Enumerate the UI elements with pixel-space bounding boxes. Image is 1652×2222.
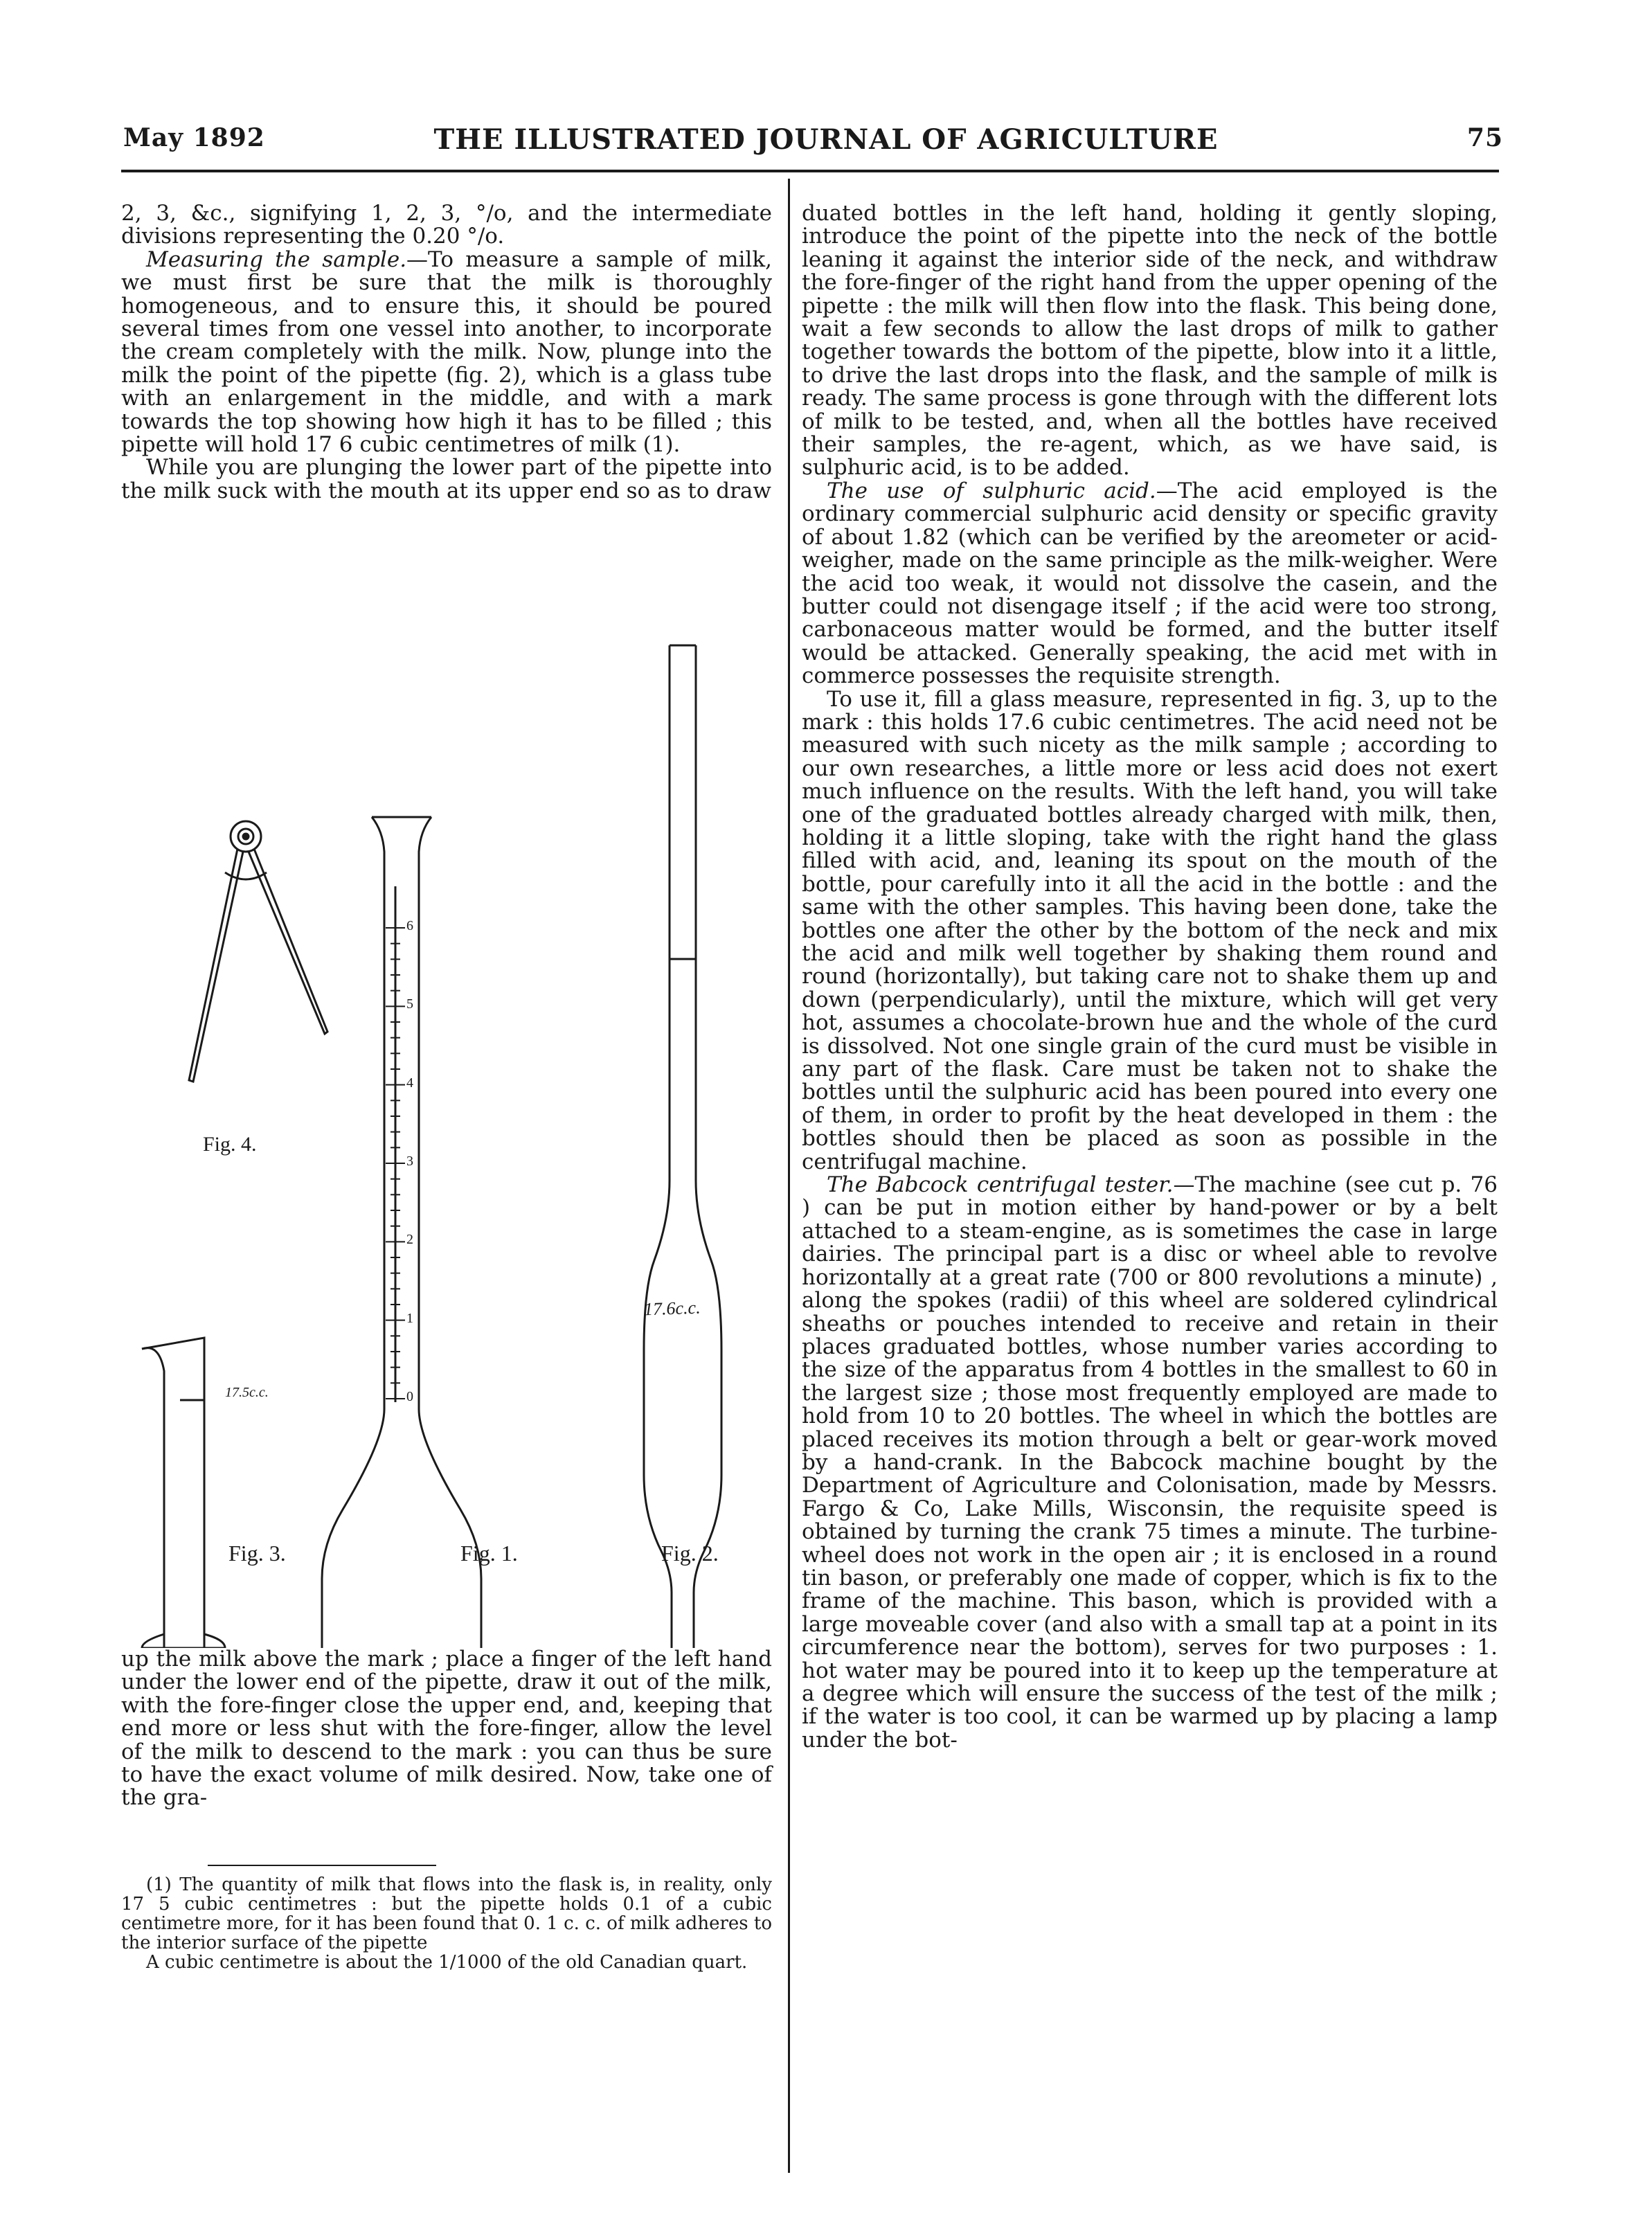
fig1-scale-number: 5 xyxy=(406,996,413,1012)
paragraph: up the milk above the mark ; place a finger of the left hand under the lower end of the pipette, draw it out of the milk, with the fore-finger close the upper end, and, keeping that end more or less shut with the fore-finger, allow the level of the milk to descend to the mark : you can thus be sure to have the exact volume of milk desired. Now, take one of the gra- xyxy=(121,1647,772,1811)
fig4-dividers-drawing xyxy=(189,821,327,1082)
fig3-mark-label: 17.5c.c. xyxy=(225,1385,269,1400)
fig3-glass-measure-drawing xyxy=(142,1338,225,1648)
column-divider xyxy=(788,179,790,2173)
paragraph: To use it, fill a glass measure, represented in fig. 3, up to the mark : this holds 17.6 cubic centimetres. The acid need not be measured with such nicety as the milk sample ; according to our own researches, a little more or less acid does not exert much influence on the results. With the left hand, you will take one of the graduated bottles already charged with milk, then, holding it a little sloping, take with the right hand the glass filled with acid, and, leaning its spout on the mouth of the bottle, pour carefully into it all the acid in the bottle : and the same with the other samples. This having been done, take the bottles one after the other by the bottom of the neck and mix the acid and milk well together by shaking them round and round (horizontally), but taking care not to shake them up and down (perpendicularly), until the mixture, which will get very hot, assumes a chocolate-brown hue and the whole of the curd is dissolved. Not one single grain of the curd must be visible in any part of the flask. Care must be taken not to shake the bottles until the sulphuric acid has been poured into every one of them, in order to profit by the heat developed in them : the bottles should then be placed as soon as possible in the centrifugal machine. xyxy=(802,686,1498,1174)
fig1-graduated-bottle-drawing xyxy=(322,817,481,1648)
fig1-label: Fig. 1. xyxy=(460,1541,518,1566)
paragraph-body: —The acid employed is the ordinary commercial sulphuric acid density or specific gravity of about 1.82 (which can be verified by the areometer or acid-weigher, made on the same principle as the milk-weigher. Were the acid too weak, it would not dissolve the casein, and the butter could not disengage itself ; if the acid were too strong, carbonaceous matter would be formed, and the butter itself would be attacked. Generally speaking, the acid met with in commerce possesses the requisite strength. xyxy=(802,478,1498,689)
paragraph-body: —To measure a sample of milk, we must first be sure that the milk is thoroughly homogeneous, and to ensure this, it should be poured several times from one vessel into another, to incorporate the cream completely with the milk. Now, plunge into the milk the point of the pipette (fig. 2), which is a glass tube with an enlargement in the middle, and with a mark towards the top showing how high it has to be filled ; this pipette will hold 17 6 cubic centimetres of milk (1). xyxy=(121,247,772,458)
header-page-number: 75 xyxy=(1466,123,1503,152)
paragraph-body: —The machine (see cut p. 76 ) can be put in motion either by hand-power or by a belt attached to a steam-engine, as is sometimes the case in large dairies. The principal part is a disc or wheel able to revolve horizontally at a great rate (700 or 800 revolutions a minute) , along the spokes (radii) of this wheel are soldered cylindrical sheaths or pouches intended to receive and retain in their places graduated bottles, whose number varies according to the size of the apparatus from 4 bottles in the smallest to 60 in the largest size ; those most frequently employed are made to hold from 10 to 20 bottles. The wheel in which the bottles are placed receives its motion through a belt or gear-work moved by a hand-crank. In the Babcock machine bought by the Department of Agriculture and Colonisation, made by Messrs. Fargo & Co, Lake Mills, Wisconsin, the requisite speed is obtained by turning the crank 75 times a minute. The turbine-wheel does not work in the open air ; it is enclosed in a round tin bason, or preferably one made of copper, which is fix to the frame of the machine. This bason, which is provided with a large moveable cover (and also with a small tap at a point in its circumference near the bottom), serves for two purposes : 1. hot water may be poured into it to keep up the temperature at a degree which will ensure the success of the test of the milk ; if the water is too cool, it can be warmed up by placing a lamp under the bot- xyxy=(802,1172,1498,1753)
fig3-label: Fig. 3. xyxy=(228,1541,286,1566)
header-rule xyxy=(121,170,1499,172)
fig1-scale-number: 2 xyxy=(406,1232,413,1248)
fig2-pipette-drawing xyxy=(644,645,721,1648)
footnote xyxy=(121,1875,772,1972)
fig2-mark-label: 17.6c.c. xyxy=(643,1297,701,1320)
footnote-2: A cubic centimetre is about the 1/1000 of the old Canadian quart. xyxy=(146,1952,748,1973)
paragraph-babcock-tester xyxy=(802,1174,1498,1752)
footnote-1: (1) The quantity of milk that flows into the flask is, in reality, only 17 5 cubic centimetres : but the pipette holds 0.1 of a cubic centimetre more, for it has been found that 0. 1 c. c. of milk adheres to the interior surface of the pipette xyxy=(121,1874,772,1953)
right-column xyxy=(802,202,1498,1752)
header-title: THE ILLUSTRATED JOURNAL OF AGRICULTURE xyxy=(433,123,1219,156)
fig1-scale-number: 6 xyxy=(406,918,413,933)
left-column-bottom xyxy=(121,1648,772,1810)
paragraph-measuring-sample xyxy=(121,249,772,457)
left-column-top xyxy=(121,202,772,503)
figures-plate xyxy=(121,623,772,1648)
fig1-scale-number: 0 xyxy=(406,1389,413,1404)
fig1-scale-number: 1 xyxy=(406,1310,413,1326)
subheading-babcock-tester: The Babcock centrifugal tester. xyxy=(827,1172,1174,1198)
paragraph-sulphuric-acid xyxy=(802,480,1498,688)
paragraph: duated bottles in the left hand, holding it gently sloping, introduce the point of the pipette into the neck of the bottle leaning it against the interior side of the neck, and withdraw the fore-finger of the right hand from the upper opening of the pipette : the milk will then flow into the flask. This being done, wait a few seconds to allow the last drops of milk to gather together towards the bottom of the pipette, blow into it a little, to drive the last drops into the flask, and the sample of milk is ready. The same process is gone through with the different lots of milk to be tested, and, when all the bottles have received their samples, the re-agent, which, as we have said, is sulphuric acid, is to be added. xyxy=(802,201,1498,481)
fig4-label: Fig. 4. xyxy=(203,1133,257,1156)
footnote-rule xyxy=(208,1865,436,1866)
paragraph: 2, 3, &c., signifying 1, 2, 3, °/o, and the intermediate divisions representing the 0.20 °/o. xyxy=(121,201,772,249)
fig2-label: Fig. 2. xyxy=(661,1541,719,1566)
paragraph: While you are plunging the lower part of the pipette into the milk suck with the mouth at its upper end so as to draw xyxy=(121,455,772,503)
fig1-scale-number: 3 xyxy=(406,1154,413,1169)
fig1-scale-number: 4 xyxy=(406,1075,413,1091)
subheading-measuring-sample: Measuring the sample. xyxy=(146,247,407,272)
subheading-sulphuric-acid: The use of sulphuric acid. xyxy=(827,478,1156,503)
header-date: May 1892 xyxy=(123,123,265,152)
